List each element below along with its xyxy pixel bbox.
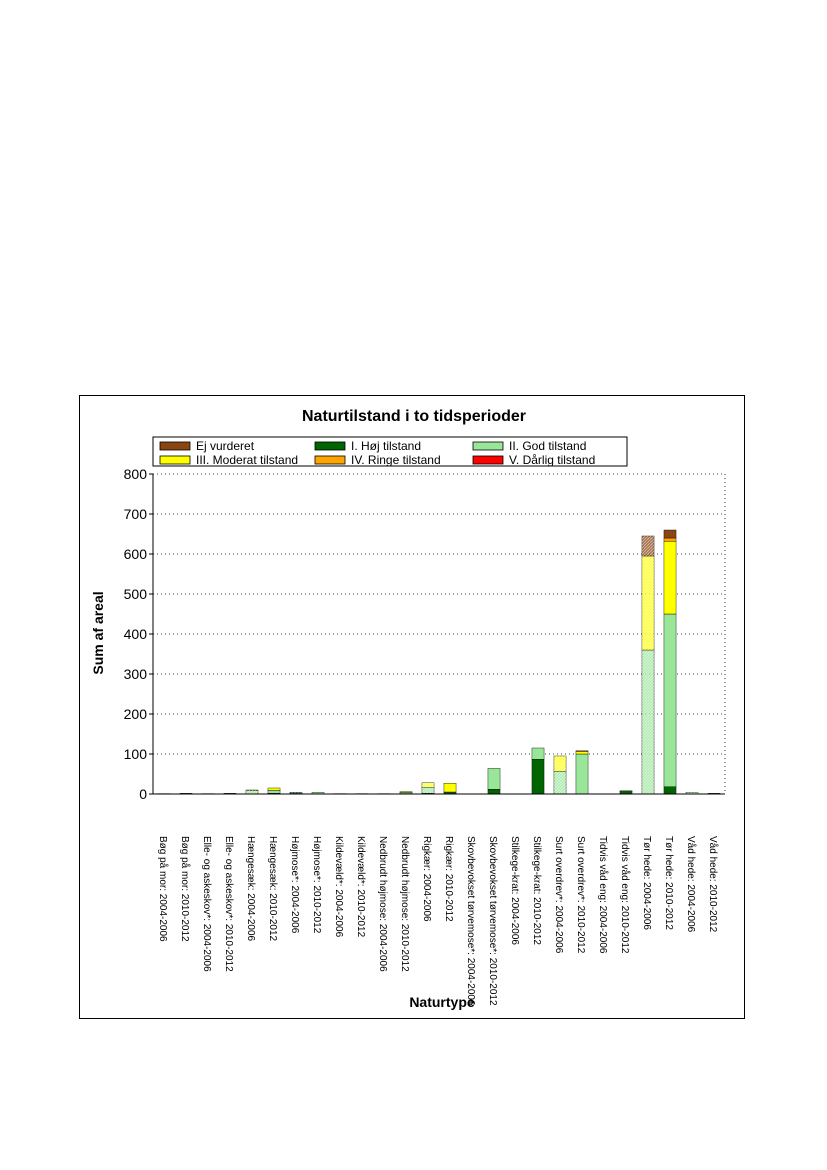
y-axis-title: Sum af areal <box>90 591 106 675</box>
x-tick-label: Rigkær: 2004-2006 <box>421 836 432 922</box>
bar-segment <box>268 790 280 793</box>
x-tick-label: Surt overdrev*: 2004-2006 <box>553 836 564 954</box>
x-tick-label: Tør hede: 2010-2012 <box>663 836 674 930</box>
bars <box>158 530 720 794</box>
gridlines <box>153 474 725 754</box>
bar-segment <box>576 752 588 754</box>
y-tick-label: 800 <box>123 466 147 482</box>
bar-segment <box>532 759 544 794</box>
y-tick-label: 500 <box>123 586 147 602</box>
bar-hatch <box>642 536 654 556</box>
bar-segment <box>444 783 456 792</box>
bar-hatch <box>290 792 302 793</box>
bar-segment <box>664 787 676 794</box>
x-tick-label: Elle- og askeskov*: 2004-2006 <box>201 836 212 972</box>
x-axis-title: Naturtype <box>409 994 475 1010</box>
x-tick-label: Elle- og askeskov*: 2010-2012 <box>223 836 234 972</box>
x-tick-label: Tidvis våd eng: 2004-2006 <box>597 836 608 954</box>
bar-segment <box>532 748 544 759</box>
x-tick-labels <box>157 836 719 1006</box>
bar-segment <box>400 792 412 793</box>
chart-title: Naturtilstand i to tidsperioder <box>301 408 527 425</box>
bar-segment <box>620 791 632 792</box>
legend-label: V. Dårlig tilstand <box>509 453 596 467</box>
bar-segment <box>488 768 500 789</box>
x-tick-label: Bøg på mor: 2010-2012 <box>179 836 190 942</box>
x-tick-label: Stilkege-krat: 2010-2012 <box>531 836 542 945</box>
chart-svg <box>80 396 744 1018</box>
x-tick-label: Nedbrudt højmose: 2004-2006 <box>377 836 388 972</box>
legend-swatch <box>473 456 503 464</box>
bar-segment <box>576 751 588 752</box>
x-tick-label: Bøg på mor: 2004-2006 <box>157 836 168 942</box>
x-tick-label: Nedbrudt højmose: 2010-2012 <box>399 836 410 972</box>
y-ticks <box>124 466 153 802</box>
bar-segment <box>664 538 676 541</box>
legend-label: II. God tilstand <box>509 439 587 453</box>
legend <box>153 437 627 467</box>
legend-label: Ej vurderet <box>196 439 255 453</box>
x-tick-label: Stilkege-krat: 2004-2006 <box>509 836 520 945</box>
y-tick-label: 0 <box>139 786 147 802</box>
bar-segment <box>576 754 588 794</box>
y-tick-label: 300 <box>123 666 147 682</box>
x-tick-label: Skovbevokset tørvemose*: 2004-2006 <box>465 836 476 1006</box>
bar-hatch <box>642 556 654 650</box>
x-tick-label: Tidvis våd eng: 2010-2012 <box>619 836 630 954</box>
legend-label: III. Moderat tilstand <box>196 453 299 467</box>
legend-label: IV. Ringe tilstand <box>351 453 441 467</box>
bar-hatch <box>422 783 434 787</box>
bar-hatch <box>246 790 258 791</box>
y-tick-label: 100 <box>123 746 147 762</box>
y-tick-label: 700 <box>123 506 147 522</box>
legend-swatch <box>315 456 345 464</box>
bar-segment <box>664 614 676 787</box>
chart-frame <box>79 395 745 1019</box>
bar-segment <box>664 541 676 614</box>
x-tick-label: Højmose*: 2004-2006 <box>289 836 300 934</box>
x-tick-label: Hængesæk: 2010-2012 <box>267 836 278 942</box>
legend-swatch <box>160 442 190 450</box>
x-tick-label: Surt overdrev*: 2010-2012 <box>575 836 586 954</box>
legend-swatch <box>473 442 503 450</box>
bar-hatch <box>554 756 566 771</box>
y-tick-label: 200 <box>123 706 147 722</box>
x-tick-label: Kildevæld*: 2010-2012 <box>355 836 366 938</box>
x-tick-label: Højmose*: 2010-2012 <box>311 836 322 934</box>
axes <box>153 474 725 794</box>
x-tick-label: Skovbevokset tørvemose*: 2010-2012 <box>487 836 498 1006</box>
x-tick-label: Våd hede: 2004-2006 <box>685 836 696 933</box>
bar-hatch <box>422 787 434 793</box>
bar-hatch <box>554 771 566 794</box>
legend-swatch <box>160 456 190 464</box>
legend-label: I. Høj tilstand <box>351 439 422 453</box>
bar-segment <box>664 530 676 538</box>
x-tick-label: Våd hede: 2010-2012 <box>707 836 718 933</box>
bar-hatch <box>642 650 654 794</box>
bar-segment <box>488 789 500 794</box>
y-tick-label: 400 <box>123 626 147 642</box>
x-tick-label: Rigkær: 2010-2012 <box>443 836 454 922</box>
y-tick-label: 600 <box>123 546 147 562</box>
legend-swatch <box>315 442 345 450</box>
bar-segment <box>268 788 280 790</box>
x-tick-label: Hængesæk: 2004-2006 <box>245 836 256 942</box>
x-tick-label: Tør hede: 2004-2006 <box>641 836 652 930</box>
x-tick-label: Kildevæld*: 2004-2006 <box>333 836 344 938</box>
